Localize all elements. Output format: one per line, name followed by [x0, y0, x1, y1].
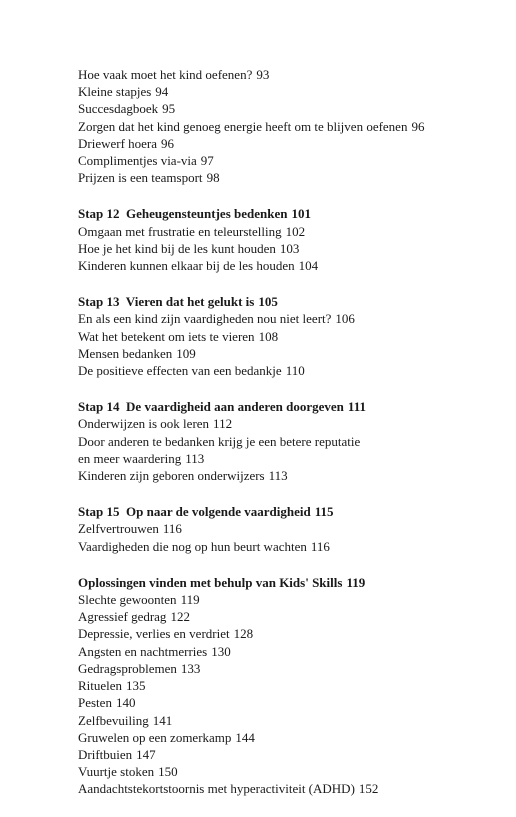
toc-entry — [78, 415, 498, 432]
toc-entry — [78, 729, 498, 746]
entry-title: Kleine stapjes — [78, 84, 152, 100]
section-heading — [78, 205, 498, 222]
entry-title: Kinderen zijn geboren onderwijzers — [78, 468, 265, 484]
toc-entry — [78, 467, 498, 484]
entry-title: Prijzen is een teamsport — [78, 170, 203, 186]
toc-entry — [78, 66, 498, 83]
entry-page-number: 135 — [126, 678, 146, 694]
entry-title: Slechte gewoonten — [78, 592, 177, 608]
toc-entry — [78, 538, 498, 555]
section-heading — [78, 503, 498, 520]
table-of-contents — [78, 66, 498, 817]
heading-page-number: 115 — [314, 504, 334, 520]
toc-entry — [78, 450, 498, 467]
entry-title: Hoe je het kind bij de les kunt houden — [78, 240, 276, 256]
entry-page-number: 112 — [213, 416, 233, 432]
entry-title: Agressief gedrag — [78, 609, 167, 625]
entry-page-number: 116 — [310, 538, 330, 554]
entry-page-number: 98 — [206, 170, 220, 186]
toc-entry — [78, 169, 498, 186]
entry-page-number: 122 — [170, 609, 190, 625]
entry-title: Succesdagboek — [78, 101, 159, 117]
toc-entry — [78, 694, 498, 711]
toc-entry — [78, 345, 498, 362]
entry-page-number: 141 — [152, 712, 173, 728]
toc-section — [78, 574, 498, 798]
entry-page-number: 128 — [233, 626, 254, 642]
heading-title: Stap 12 Geheugensteuntjes bedenken — [78, 206, 288, 222]
toc-entry — [78, 660, 498, 677]
entry-title: Kinderen kunnen elkaar bij de les houden — [78, 258, 295, 274]
toc-entry — [78, 257, 498, 274]
heading-title: Stap 14 De vaardigheid aan anderen doorgeven — [78, 399, 344, 415]
entry-title: En als een kind zijn vaardigheden nou niet leert? — [78, 311, 332, 327]
entry-title: Aandachtstekortstoornis met hyperactiviteit (ADHD) — [78, 781, 355, 797]
toc-entry — [78, 608, 498, 625]
entry-title: Gruwelen op een zomerkamp — [78, 729, 232, 745]
entry-page-number: 97 — [200, 153, 214, 169]
entry-title: en meer waardering — [78, 450, 182, 466]
entry-page-number: 104 — [298, 258, 319, 274]
toc-entry — [78, 780, 498, 797]
entry-title: Zelfbevuiling — [78, 712, 149, 728]
entry-page-number: 106 — [335, 311, 355, 327]
entry-page-number: 133 — [180, 660, 201, 676]
toc-entry — [78, 746, 498, 763]
entry-title: Complimentjes via-via — [78, 153, 197, 169]
section-heading — [78, 398, 498, 415]
entry-title: Vuurtje stoken — [78, 764, 155, 780]
heading-page-number: 101 — [291, 206, 311, 222]
entry-page-number: 144 — [235, 729, 255, 745]
entry-page-number: 116 — [162, 521, 182, 537]
heading-title: Stap 13 Vieren dat het gelukt is — [78, 294, 255, 310]
heading-page-number: 111 — [347, 399, 366, 415]
entry-page-number: 103 — [279, 240, 300, 256]
toc-section — [78, 66, 498, 186]
heading-title: Stap 15 Op naar de volgende vaardigheid — [78, 504, 311, 520]
entry-title: Wat het betekent om iets te vieren — [78, 328, 255, 344]
entry-title: Zelfvertrouwen — [78, 521, 159, 537]
toc-entry — [78, 135, 498, 152]
toc-entry — [78, 152, 498, 169]
toc-entry — [78, 310, 498, 327]
entry-page-number: 96 — [161, 135, 175, 151]
entry-page-number: 119 — [180, 592, 200, 608]
section-heading — [78, 293, 498, 310]
entry-title: Driftbuien — [78, 746, 133, 762]
entry-title: Hoe vaak moet het kind oefenen? — [78, 67, 253, 82]
entry-page-number: 95 — [162, 101, 176, 117]
heading-page-number: 119 — [346, 574, 366, 590]
toc-entry — [78, 240, 498, 257]
entry-title: Gedragsproblemen — [78, 660, 177, 676]
toc-section — [78, 398, 498, 484]
toc-section — [78, 205, 498, 274]
entry-page-number: 93 — [256, 67, 270, 82]
toc-entry — [78, 643, 498, 660]
entry-title: Zorgen dat het kind genoeg energie heeft om te blijven oefenen — [78, 118, 408, 134]
toc-entry — [78, 223, 498, 240]
toc-entry — [78, 362, 498, 379]
entry-page-number: 130 — [211, 643, 231, 659]
toc-entry — [78, 591, 498, 608]
heading-page-number: 105 — [258, 294, 278, 310]
entry-title: Mensen bedanken — [78, 345, 173, 361]
entry-title: Door anderen te bedanken krijg je een betere reputatie — [78, 433, 361, 449]
toc-entry — [78, 328, 498, 345]
toc-entry — [78, 763, 498, 780]
toc-entry — [78, 100, 498, 117]
entry-title: Driewerf hoera — [78, 135, 158, 151]
toc-entry — [78, 677, 498, 694]
entry-title: Omgaan met frustratie en teleurstelling — [78, 223, 282, 239]
entry-page-number: 96 — [411, 118, 425, 134]
entry-page-number: 140 — [115, 695, 136, 711]
entry-page-number: 152 — [358, 781, 379, 797]
entry-title: Depressie, verlies en verdriet — [78, 626, 230, 642]
entry-page-number: 113 — [268, 468, 288, 484]
entry-page-number: 110 — [285, 363, 305, 379]
heading-title: Oplossingen vinden met behulp van Kids' Skills — [78, 574, 343, 590]
entry-page-number: 102 — [285, 223, 306, 239]
entry-title: Pesten — [78, 695, 112, 711]
section-heading — [78, 574, 498, 591]
toc-entry — [78, 433, 498, 450]
toc-entry — [78, 625, 498, 642]
entry-page-number: 94 — [155, 84, 169, 100]
entry-page-number: 108 — [258, 328, 279, 344]
toc-entry — [78, 83, 498, 100]
entry-page-number: 113 — [185, 450, 205, 466]
entry-page-number: 150 — [158, 764, 178, 780]
entry-title: Vaardigheden die nog op hun beurt wachten — [78, 538, 307, 554]
entry-page-number: 109 — [176, 345, 196, 361]
entry-title: Onderwijzen is ook leren — [78, 416, 210, 432]
entry-title: Angsten en nachtmerries — [78, 643, 208, 659]
toc-section — [78, 503, 498, 555]
toc-entry — [78, 118, 498, 135]
toc-entry — [78, 712, 498, 729]
entry-title: De positieve effecten van een bedankje — [78, 363, 282, 379]
entry-page-number: 147 — [136, 746, 156, 762]
toc-entry — [78, 520, 498, 537]
entry-title: Rituelen — [78, 678, 123, 694]
toc-section — [78, 293, 498, 379]
